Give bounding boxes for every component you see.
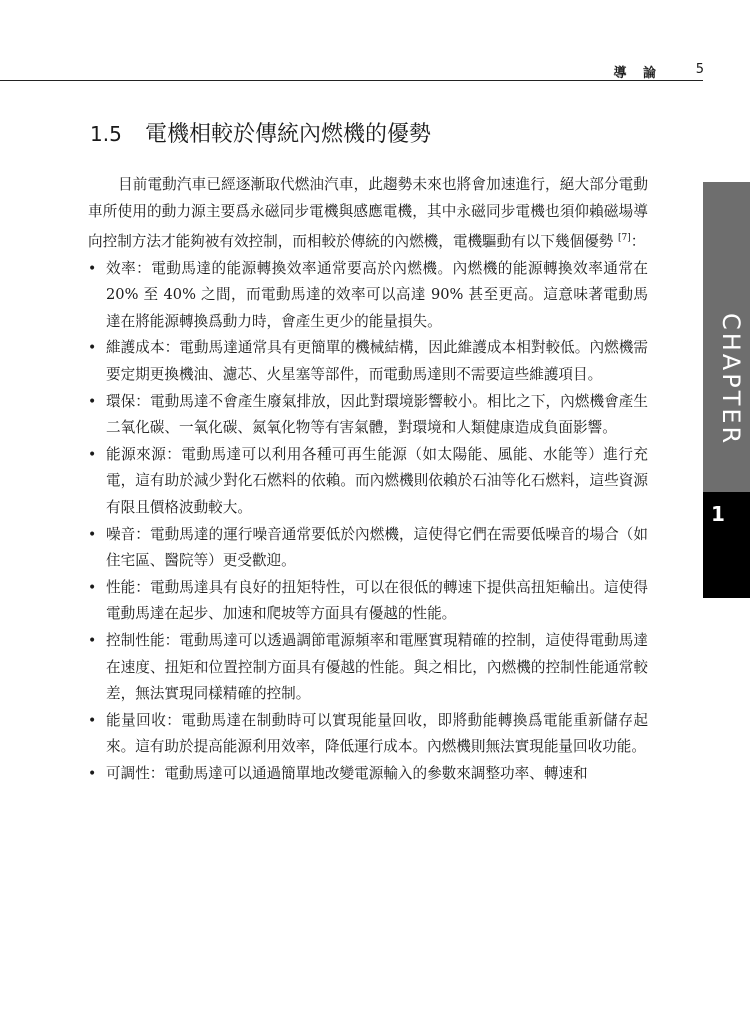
list-item (88, 761, 648, 788)
list-item (88, 442, 648, 522)
section-number: 1.5 (90, 122, 122, 146)
list-item (88, 628, 648, 708)
bullet-icon: • (88, 712, 97, 729)
intro-paragraph (88, 172, 648, 256)
page-number: 5 (695, 62, 704, 77)
list-item-text: 能量回收：電動馬達在制動時可以實現能量回收，即將動能轉換爲電能重新儲存起來。這有助於提高能源利用效率，降低運行成本。內燃機則無法實現能量回收功能。 (106, 711, 648, 756)
list-item (88, 522, 648, 575)
advantages-list (88, 256, 648, 788)
chapter-name: 導 論 (613, 66, 662, 81)
header-rule (0, 80, 703, 81)
list-item-text: 環保：電動馬達不會產生廢氣排放，因此對環境影響較小。相比之下，內燃機會產生二氧化碳、一氧化碳、氮氧化物等有害氣體，對環境和人類健康造成負面影響。 (106, 392, 648, 437)
list-item-text: 噪音：電動馬達的運行噪音通常要低於內燃機，這使得它們在需要低噪音的場合（如住宅區、醫院等）更受歡迎。 (106, 525, 648, 570)
list-item-text: 效率：電動馬達的能源轉換效率通常要高於內燃機。內燃機的能源轉換效率通常在 20% 至 40% 之間，而電動馬達的效率可以高達 90% 甚至更高。這意味著電動馬達在將能源轉換爲動力時，會產生更少的能量損失。 (106, 259, 648, 330)
citation-marker: [7] (618, 233, 631, 244)
body-content (88, 172, 648, 788)
running-header (0, 62, 750, 82)
list-item-text: 性能：電動馬達具有良好的扭矩特性，可以在很低的轉速下提供高扭矩輸出。這使得電動馬達在起步、加速和爬坡等方面具有優越的性能。 (106, 578, 648, 623)
list-item (88, 389, 648, 442)
bullet-icon: • (88, 765, 97, 782)
list-item (88, 335, 648, 388)
section-heading (90, 117, 690, 148)
list-item-text: 可調性：電動馬達可以通過簡單地改變電源輸入的參數來調整功率、轉速和 (106, 764, 588, 782)
list-item (88, 575, 648, 628)
bullet-icon: • (88, 446, 97, 463)
bullet-icon: • (88, 340, 97, 357)
bullet-icon: • (88, 393, 97, 410)
chapter-number-tab (703, 492, 750, 598)
list-item-text: 控制性能：電動馬達可以透過調節電源頻率和電壓實現精確的控制，這使得電動馬達在速度、扭矩和位置控制方面具有優越的性能。與之相比，內燃機的控制性能通常較差，無法實現同樣精確的控制。 (106, 631, 648, 703)
chapter-side-tab (703, 182, 750, 492)
intro-text: 目前電動汽車已經逐漸取代燃油汽車，此趨勢未來也將會加速進行，絕大部分電動車所使用的動力源主要爲永磁同步電機與感應電機，其中永磁同步電機也須仰賴磁場導向控制方法才能夠被有效控制，而相較於傳統的內燃機，電機驅動有以下幾個優勢 (88, 176, 648, 251)
bullet-icon: • (88, 526, 97, 543)
list-item (88, 708, 648, 761)
section-title: 電機相較於傳統內燃機的優勢 (145, 122, 432, 147)
bullet-icon: • (88, 260, 97, 277)
chapter-tab-label: CHAPTER (717, 313, 745, 447)
bullet-icon: • (88, 632, 97, 649)
list-item (88, 256, 648, 336)
bullet-icon: • (88, 579, 97, 596)
chapter-tab-number: 1 (711, 502, 725, 526)
intro-suffix: ： (630, 233, 646, 251)
list-item-text: 維護成本：電動馬達通常具有更簡單的機械結構，因此維護成本相對較低。內燃機需要定期更換機油、濾芯、火星塞等部件，而電動馬達則不需要這些維護項目。 (106, 339, 648, 384)
list-item-text: 能源來源：電動馬達可以利用各種可再生能源（如太陽能、風能、水能等）進行充電，這有助於減少對化石燃料的依賴。而內燃機則依賴於石油等化石燃料，這些資源有限且價格波動較大。 (106, 445, 648, 516)
